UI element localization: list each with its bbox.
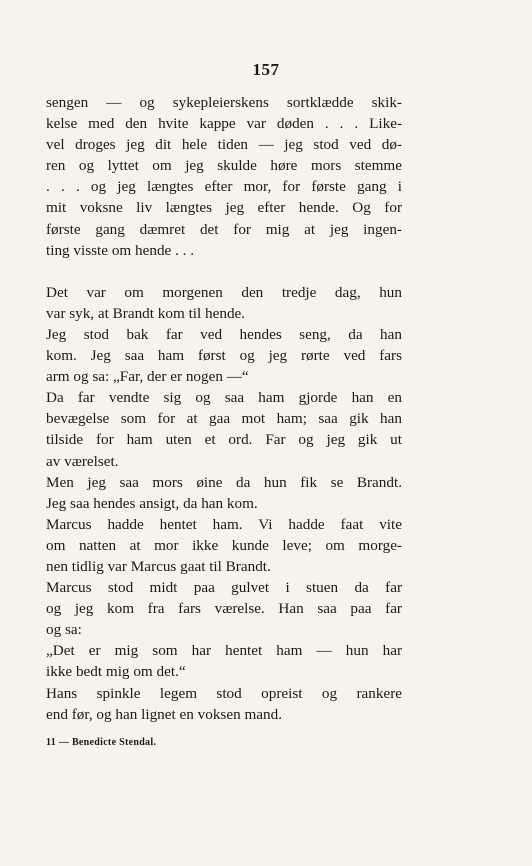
text-line: „Det er mig som har hentet ham — hun har: [46, 642, 402, 660]
text-line: end før, og han lignet en voksen mand.: [46, 705, 283, 723]
text-line: tilside for ham uten et ord. Far og jeg gik ut: [46, 431, 402, 449]
text-line: nen tidlig var Marcus gaat til Brandt.: [46, 557, 271, 575]
text-line: arm og sa: „Far, der er nogen —“: [46, 368, 249, 386]
text-line: mit voksne liv længtes jeg efter hende. Og for: [46, 199, 402, 217]
text-line: Hans spinkle legem stod opreist og rankere: [46, 684, 402, 702]
page-number: 157: [252, 60, 280, 79]
text-line: Da far vendte sig og saa ham gjorde han en: [46, 389, 402, 407]
text-line: Jeg stod bak far ved hendes seng, da han: [46, 325, 402, 343]
text-line: om natten at mor ikke kunde leve; om morge-: [46, 536, 402, 554]
signature-footer: 11 — Benedicte Stendal.: [46, 737, 157, 748]
text-line: og jeg kom fra fars værelse. Han saa paa far: [46, 600, 402, 618]
text-line: Men jeg saa mors øine da hun fik se Brandt.: [46, 473, 402, 491]
body-text: [46, 92, 402, 725]
text-line: Marcus hadde hentet ham. Vi hadde faat vite: [46, 515, 402, 533]
text-line: var syk, at Brandt kom til hende.: [46, 304, 246, 322]
text-line: sengen — og sykepleierskens sortklædde skik-: [46, 94, 402, 111]
text-line: kelse med den hvite kappe var døden . . . Like-: [46, 115, 402, 133]
text-line: kom. Jeg saa ham først og jeg rørte ved fars: [46, 347, 402, 365]
text-line: av værelset.: [46, 452, 119, 470]
text-line: ikke bedt mig om det.“: [46, 663, 186, 681]
text-line: og sa:: [46, 621, 82, 639]
text-line: første gang dæmret det for mig at jeg ingen-: [46, 220, 402, 238]
text-line: . . . og jeg længtes efter mor, for første gang i: [46, 178, 402, 196]
text-line: Marcus stod midt paa gulvet i stuen da far: [46, 579, 402, 597]
text-line: Jeg saa hendes ansigt, da han kom.: [46, 494, 258, 512]
text-line: bevægelse som for at gaa mot ham; saa gik han: [46, 410, 402, 428]
paragraph-gap: [46, 261, 402, 282]
text-line: vel droges jeg dit hele tiden — jeg stod ved dø-: [46, 136, 402, 154]
text-line: Det var om morgenen den tredje dag, hun: [46, 283, 402, 301]
text-line: ting visste om hende . . .: [46, 241, 195, 259]
text-line: ren og lyttet om jeg skulde høre mors stemme: [46, 157, 402, 175]
